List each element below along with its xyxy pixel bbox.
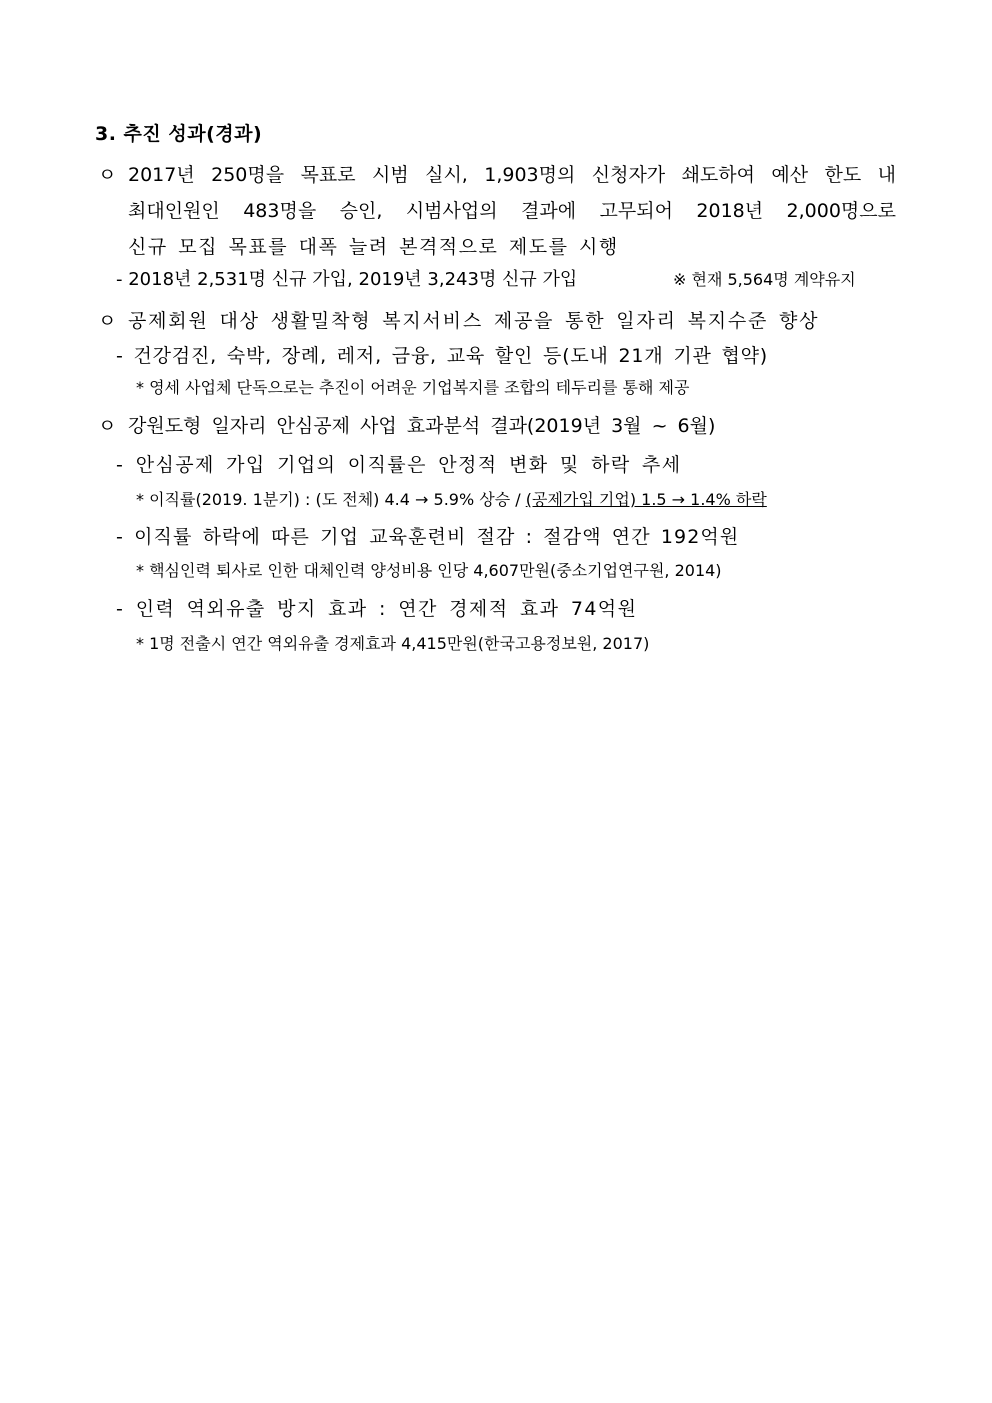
s3-line-1: 강원도형 일자리 안심공제 사업 효과분석 결과(2019년 3월 ~ 6월) [128,415,716,437]
s2-line-1: 공제회원 대상 생활밀착형 복지서비스 제공을 통한 일자리 복지수준 향상 [128,310,820,332]
s1-line-1: 2017년 250명을 목표로 시범 실시, 1,903명의 신청자가 쇄도하여 예산 한도 내 [128,164,896,186]
s2-dash-1: - 건강검진, 숙박, 장례, 레저, 금융, 교육 할인 등(도내 21개 기관 협약) [116,345,768,367]
s1-line-2: 최대인원인 483명을 승인, 시범사업의 결과에 고무되어 2018년 2,000명으로 [128,200,896,222]
s3-note-1-text: * 이직률(2019. 1분기) : (도 전체) 4.4 → 5.9% 상승 / [136,490,526,509]
section-heading: 3. 추진 성과(경과) [95,123,263,145]
s1-line-3: 신규 모집 목표를 대폭 늘려 본격적으로 제도를 시행 [128,236,619,258]
s3-dash-1: - 안심공제 가입 기업의 이직률은 안정적 변화 및 하락 추세 [116,454,682,476]
s3-note-2: * 핵심인력 퇴사로 인한 대체인력 양성비용 인당 4,607만원(중소기업연구원, 2014) [136,561,722,580]
s2-note-1: * 영세 사업체 단독으로는 추진이 어려운 기업복지를 조합의 테두리를 통해 제공 [136,378,690,397]
s1-dash-1: - 2018년 2,531명 신규 가입, 2019년 3,243명 신규 가입 [116,269,578,290]
bullet-marker: ㅇ [98,164,117,186]
s3-dash-2: - 이직률 하락에 따른 기업 교육훈련비 절감 : 절감액 연간 192억원 [116,526,740,548]
s3-dash-3: - 인력 역외유출 방지 효과 : 연간 경제적 효과 74억원 [116,598,638,620]
s1-dash-1-note: ※ 현재 5,564명 계약유지 [673,270,856,289]
s3-note-1 [136,492,767,508]
s3-note-1-underlined: (공제가입 기업) 1.5 → 1.4% 하락 [525,490,767,509]
bullet-marker: ㅇ [98,310,117,332]
bullet-marker: ㅇ [98,415,117,437]
s3-note-3: * 1명 전출시 연간 역외유출 경제효과 4,415만원(한국고용정보원, 2017) [136,634,650,653]
